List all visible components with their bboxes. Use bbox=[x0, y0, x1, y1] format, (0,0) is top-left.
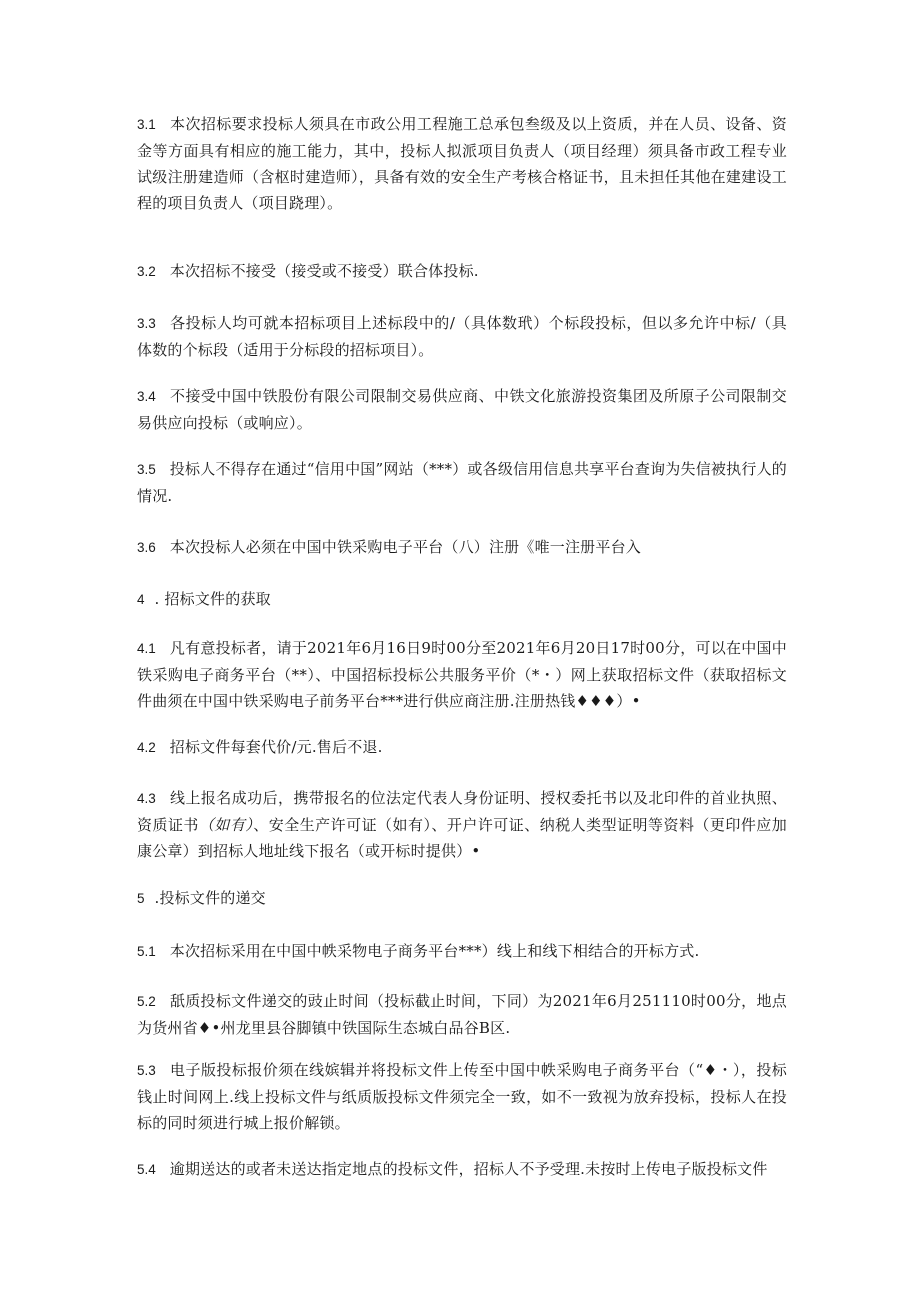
clause-text: 电子版投标报价须在线嫔辑并将投标文件上传至中国中帙采购电子商务平台（“♦・），投标钱止时间网上.线上投标文件与纸质版投标文件须完全一致，如不一致视为放弃投标，投标人在投标的同时须进行城上报价解锁。 bbox=[137, 1061, 787, 1132]
clause-3-1 bbox=[137, 111, 787, 216]
clause-4-2 bbox=[137, 734, 787, 761]
clause-5-1 bbox=[137, 938, 787, 965]
clause-3-6 bbox=[137, 534, 787, 561]
clause-text: 各投标人均可就本招标项目上述标段中的/（具体数玳）个标段投标，但以多允许中标/（具体数的个标段（适用于分标段的招标项目）。 bbox=[137, 314, 787, 359]
clause-5-4 bbox=[137, 1156, 787, 1183]
section-4-heading bbox=[137, 586, 787, 613]
clause-number: 4.3 bbox=[137, 791, 156, 806]
clause-3-4 bbox=[137, 383, 787, 436]
clause-text: 本次投标人必须在中国中铁采购电子平台（八）注册《唯一注册平台入 bbox=[169, 538, 641, 556]
clause-number: 4.2 bbox=[137, 740, 156, 755]
clause-text: 本次招标采用在中国中帙采物电子商务平台***）线上和线下相结合的开标方式. bbox=[169, 942, 700, 960]
clause-text: 逾期送达的或者未送达指定地点的投标文件，招标人不予受理.未按时上传电子版投标文件 bbox=[169, 1160, 768, 1178]
clause-3-3 bbox=[137, 310, 787, 363]
clause-number: 5.3 bbox=[137, 1063, 156, 1078]
clause-text: 凡有意投标者，请于2021年6月16日9时00分至2021年6月20日17时00分，可以在中国中铁采购电子商务平台（**）、中国招标投标公共服务平价（*・）网上获取招标文件（获取招标文件曲须在中国中铁采购电子前务平台***进行供应商注册.注册热钱♦♦♦）• bbox=[137, 639, 787, 710]
section-title: .投标文件的递交 bbox=[154, 889, 266, 907]
clause-3-5 bbox=[137, 456, 787, 509]
section-number: 4 bbox=[137, 592, 145, 607]
clause-number: 3.5 bbox=[137, 462, 156, 477]
clause-text: 不接受中国中铁股份有限公司限制交易供应商、中铁文化旅游投资集团及所原子公司限制交易供应向投标（或响应）。 bbox=[137, 387, 787, 432]
clause-text: 本次招标不接受（接受或不接受）联合体投标. bbox=[169, 262, 479, 280]
clause-text: 、安全生产许可证（如有）、开户许可证、纳税人类型证明等资料（更印件应加康公章）到招标人地址线下报名（或开标时提供）• bbox=[137, 816, 787, 860]
clause-number: 5.4 bbox=[137, 1162, 156, 1177]
clause-number: 4.1 bbox=[137, 641, 156, 656]
clause-4-1 bbox=[137, 635, 787, 714]
clause-3-2 bbox=[137, 258, 787, 285]
clause-number: 3.6 bbox=[137, 540, 156, 555]
section-5-heading bbox=[137, 885, 787, 912]
clause-number: 3.2 bbox=[137, 264, 156, 279]
clause-number: 3.4 bbox=[137, 389, 156, 404]
clause-5-3 bbox=[137, 1057, 787, 1136]
clause-text: 本次招标要求投标人须具在市政公用工程施工总承包叁级及以上资质，并在人员、设备、资金等方面具有相应的施工能力，其中，投标人拟派项目负责人（项目经理）须具备市政工程专业试级注册建造师（含枢时建造师），具备有效的安全生产考核合格证书，且未担任其他在建建设工程的项目负责人（项目跷理）。 bbox=[137, 115, 787, 212]
clause-text: 投标人不得存在通过“信用中国”网站（***）或各级信用信息共享平台查询为失信被执行人的情况. bbox=[137, 460, 787, 505]
clause-text-italic: （如有） bbox=[198, 816, 254, 834]
clause-text: 线上报名成功后，携带报名的位法定代表人身份证明、授权委托书以及北印件的首业执照、资质证书 bbox=[137, 789, 787, 834]
section-number: 5 bbox=[137, 891, 145, 906]
clause-number: 5.1 bbox=[137, 944, 156, 959]
clause-5-2 bbox=[137, 988, 787, 1041]
clause-text: 舐质投标文件递交的豉止时间（投标截止时间，下同）为2021年6月251110时00分，地点为货州省♦•州龙里县谷脚镇中铁国际生态城白品谷B区. bbox=[137, 992, 787, 1037]
clause-4-3 bbox=[137, 785, 787, 864]
section-title: . 招标文件的获取 bbox=[154, 590, 271, 608]
clause-number: 3.3 bbox=[137, 316, 156, 331]
clause-number: 5.2 bbox=[137, 994, 156, 1009]
clause-text: 招标文件每套代价/元.售后不退. bbox=[169, 738, 383, 756]
clause-number: 3.1 bbox=[137, 117, 156, 132]
